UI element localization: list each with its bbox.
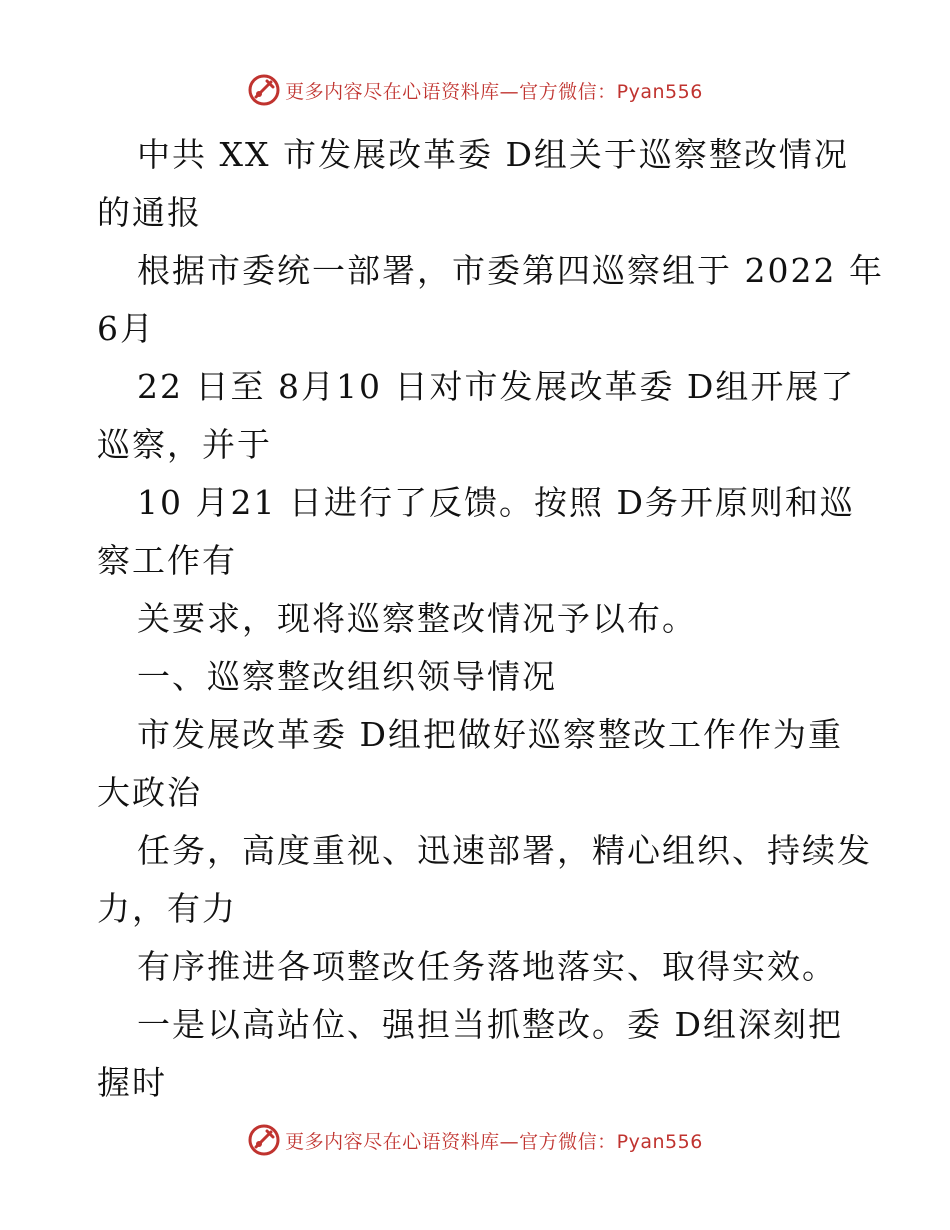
text-line: 关要求，现将巡察整改情况予以布。 <box>137 599 697 638</box>
text-line: 一、巡察整改组织领导情况 <box>137 657 557 696</box>
text-line: 巡察，并于 <box>97 425 272 464</box>
text-line: 市发展改革委 D组把做好巡察整改工作作为重 <box>137 715 843 754</box>
watermark-text: 更多内容尽在心语资料库—官方微信：Pyan556 <box>285 1130 703 1153</box>
text-line: 握时 <box>97 1063 167 1102</box>
text-line: 22 日至 8月10 日对市发展改革委 D组开展了 <box>137 367 856 406</box>
footer-watermark-banner <box>0 1120 950 1160</box>
text-line: 6月 <box>97 309 155 348</box>
text-line: 大政治 <box>97 773 202 812</box>
seal-logo-icon <box>247 1123 281 1157</box>
text-line: 中共 XX 市发展改革委 D组关于巡察整改情况 <box>137 135 849 174</box>
document-body <box>97 126 884 1112</box>
header-watermark-banner <box>0 70 950 110</box>
text-line: 10 月21 日进行了反馈。按照 D务开原则和巡 <box>137 483 855 522</box>
text-line: 一是以高站位、强担当抓整改。委 D组深刻把 <box>137 1005 843 1044</box>
watermark-text: 更多内容尽在心语资料库—官方微信：Pyan556 <box>285 80 703 103</box>
text-line: 察工作有 <box>97 541 237 580</box>
seal-logo-icon <box>247 73 281 107</box>
text-line: 任务，高度重视、迅速部署，精心组织、持续发 <box>137 831 872 870</box>
text-line: 的通报 <box>97 193 202 232</box>
text-line: 根据市委统一部署，市委第四巡察组于 2022 年 <box>137 251 884 290</box>
text-line: 力，有力 <box>97 889 237 928</box>
text-line: 有序推进各项整改任务落地落实、取得实效。 <box>137 947 837 986</box>
